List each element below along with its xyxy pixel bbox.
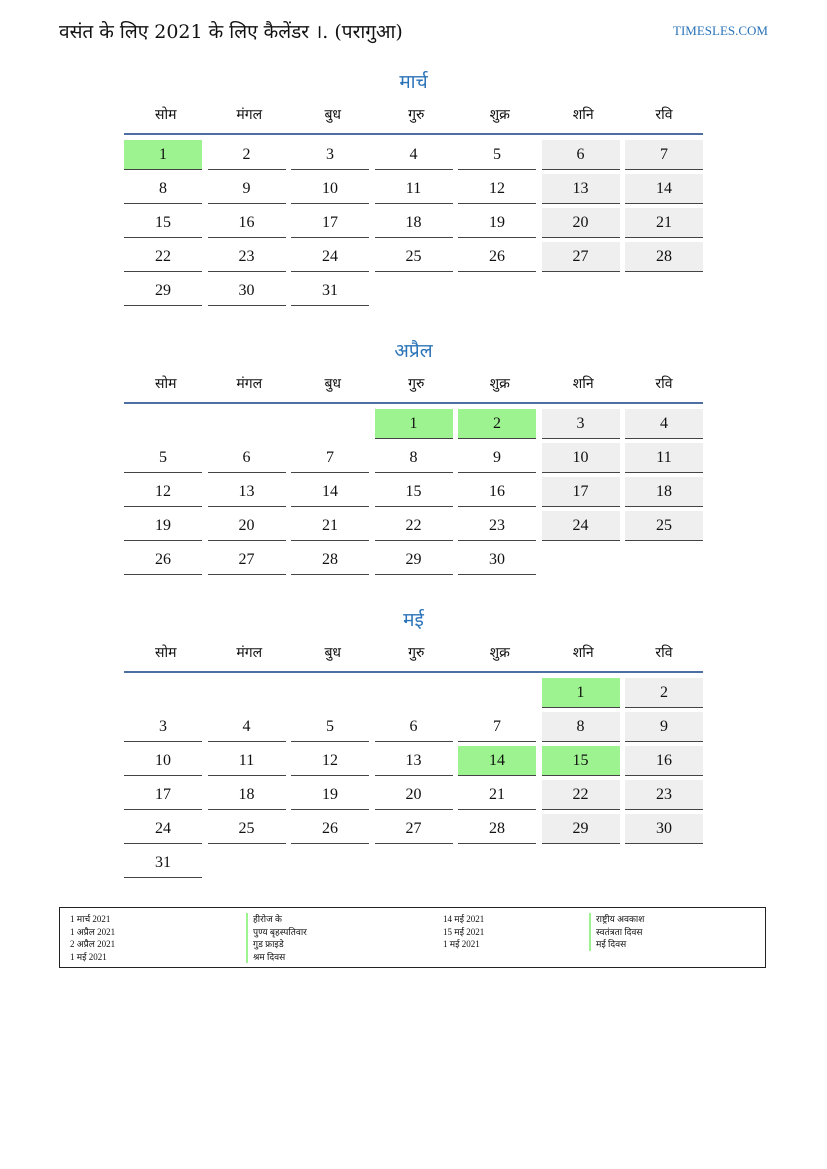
weekday-label: रवि (655, 107, 673, 123)
day-cell[interactable]: 15 (375, 477, 453, 507)
day-cell[interactable]: 11 (625, 443, 703, 473)
day-cell[interactable]: 24 (291, 242, 369, 272)
day-cell[interactable]: 17 (124, 780, 202, 810)
day-cell[interactable]: 20 (542, 208, 620, 238)
day-cell-empty (291, 678, 369, 708)
day-cell[interactable]: 31 (291, 276, 369, 306)
day-cell[interactable]: 28 (458, 814, 536, 844)
day-cell-empty (208, 409, 286, 439)
day-cell[interactable]: 3 (124, 712, 202, 742)
weekday-label: बुध (324, 645, 342, 661)
day-cell[interactable]: 20 (208, 511, 286, 541)
weekday-label: गुरु (408, 107, 425, 123)
day-cell[interactable]: 29 (124, 276, 202, 306)
month-section (124, 337, 703, 575)
day-cell[interactable]: 10 (542, 443, 620, 473)
legend-names-left (246, 913, 307, 963)
weekday-label: गुरु (408, 645, 425, 661)
day-cell[interactable]: 9 (625, 712, 703, 742)
legend-holiday-date: 1 अप्रैल 2021 (70, 926, 116, 937)
legend-holiday-name: राष्ट्रीय अवकाश (589, 913, 644, 926)
day-cell[interactable]: 9 (208, 174, 286, 204)
day-cell[interactable]: 4 (625, 409, 703, 439)
day-cell[interactable]: 27 (542, 242, 620, 272)
weekday-label: सोम (155, 645, 177, 661)
day-cell[interactable]: 22 (542, 780, 620, 810)
legend-holiday-date: 1 मई 2021 (443, 939, 480, 949)
day-cell[interactable]: 22 (124, 242, 202, 272)
day-cell[interactable]: 18 (375, 208, 453, 238)
day-cell[interactable]: 26 (291, 814, 369, 844)
site-link[interactable]: TIMESLES.COM (673, 23, 768, 38)
day-cell[interactable]: 15 (124, 208, 202, 238)
day-cell[interactable]: 2 (625, 678, 703, 708)
day-cell[interactable]: 6 (375, 712, 453, 742)
day-cell[interactable]: 14 (458, 746, 536, 776)
day-cell[interactable]: 13 (208, 477, 286, 507)
day-cell-empty (124, 409, 202, 439)
legend-holiday-name: पुण्य बृहस्पतिवार (246, 926, 307, 939)
day-cell[interactable]: 5 (458, 140, 536, 170)
day-cell[interactable]: 29 (542, 814, 620, 844)
day-cell[interactable]: 28 (291, 545, 369, 575)
legend-holiday-name: हीरोज के (246, 913, 307, 926)
weekday-header (124, 373, 703, 404)
day-cell[interactable]: 27 (375, 814, 453, 844)
day-cell[interactable]: 14 (625, 174, 703, 204)
day-cell[interactable]: 20 (375, 780, 453, 810)
day-cell-empty (208, 678, 286, 708)
weekday-label: शनि (572, 107, 594, 123)
day-cell[interactable]: 18 (625, 477, 703, 507)
day-cell[interactable]: 4 (375, 140, 453, 170)
day-cell[interactable]: 26 (458, 242, 536, 272)
day-cell-empty (458, 678, 536, 708)
day-cell[interactable]: 8 (542, 712, 620, 742)
legend-dates-left (70, 913, 115, 963)
day-cell[interactable]: 9 (458, 443, 536, 473)
day-grid (124, 678, 703, 878)
day-cell[interactable]: 19 (458, 208, 536, 238)
day-cell[interactable]: 1 (124, 140, 202, 170)
legend-dates-right (443, 913, 484, 951)
day-cell[interactable]: 10 (291, 174, 369, 204)
legend-holiday-date: 2 अप्रैल 2021 (70, 939, 116, 949)
day-cell[interactable]: 16 (625, 746, 703, 776)
month-section (124, 68, 703, 306)
legend-holiday-date: 15 मई 2021 (443, 926, 485, 937)
day-cell[interactable]: 29 (375, 545, 453, 575)
day-cell[interactable]: 6 (208, 443, 286, 473)
day-cell[interactable]: 30 (458, 545, 536, 575)
month-section (124, 606, 703, 878)
day-cell[interactable]: 2 (208, 140, 286, 170)
day-cell[interactable]: 30 (208, 276, 286, 306)
weekday-label: मंगल (236, 376, 263, 392)
weekday-label: शनि (572, 376, 594, 392)
day-cell[interactable]: 23 (208, 242, 286, 272)
day-cell[interactable]: 1 (542, 678, 620, 708)
month-title: अप्रैल (394, 340, 433, 362)
day-cell[interactable]: 19 (291, 780, 369, 810)
page-title: वसंत के लिए 2021 के लिए कैलेंडर ।. (परागुआ) (59, 21, 403, 43)
day-cell[interactable]: 5 (291, 712, 369, 742)
day-cell-empty (124, 678, 202, 708)
day-cell[interactable]: 17 (542, 477, 620, 507)
day-cell[interactable]: 13 (542, 174, 620, 204)
day-cell[interactable]: 22 (375, 511, 453, 541)
weekday-header (124, 642, 703, 673)
day-cell[interactable]: 21 (291, 511, 369, 541)
day-cell[interactable]: 26 (124, 545, 202, 575)
day-cell[interactable]: 11 (208, 746, 286, 776)
day-cell[interactable]: 8 (124, 174, 202, 204)
legend-holiday-date: 14 मई 2021 (443, 914, 485, 924)
day-cell[interactable]: 4 (208, 712, 286, 742)
weekday-label: शनि (572, 645, 594, 661)
legend-holiday-name: मई दिवस (589, 938, 644, 951)
month-title: मार्च (399, 71, 428, 93)
day-cell-empty (375, 678, 453, 708)
weekday-label: रवि (655, 376, 673, 392)
day-cell[interactable]: 16 (208, 208, 286, 238)
day-cell[interactable]: 5 (124, 443, 202, 473)
day-cell[interactable]: 27 (208, 545, 286, 575)
weekday-label: शुक्र (489, 645, 510, 661)
day-cell[interactable]: 25 (208, 814, 286, 844)
day-cell[interactable]: 2 (458, 409, 536, 439)
month-title: मई (403, 609, 424, 631)
day-grid (124, 140, 703, 306)
legend-holiday-name: गुड फ्राइडे (246, 938, 307, 951)
day-cell[interactable]: 21 (458, 780, 536, 810)
weekday-label: सोम (155, 107, 177, 123)
holiday-legend (59, 907, 766, 968)
weekday-label: गुरु (408, 376, 425, 392)
day-cell[interactable]: 11 (375, 174, 453, 204)
day-cell-empty (291, 409, 369, 439)
weekday-label: शुक्र (489, 107, 510, 123)
day-cell[interactable]: 23 (625, 780, 703, 810)
day-cell[interactable]: 13 (375, 746, 453, 776)
weekday-label: मंगल (236, 107, 263, 123)
legend-holiday-name: स्वतंत्रता दिवस (589, 926, 644, 939)
day-cell[interactable]: 8 (375, 443, 453, 473)
weekday-label: मंगल (236, 645, 263, 661)
weekday-label: बुध (324, 376, 342, 392)
day-cell[interactable]: 12 (458, 174, 536, 204)
legend-holiday-date: 1 मई 2021 (70, 951, 107, 962)
weekday-header (124, 104, 703, 135)
day-cell[interactable]: 16 (458, 477, 536, 507)
day-cell[interactable]: 24 (542, 511, 620, 541)
day-cell[interactable]: 12 (291, 746, 369, 776)
day-cell[interactable]: 15 (542, 746, 620, 776)
day-cell[interactable]: 23 (458, 511, 536, 541)
day-cell[interactable]: 19 (124, 511, 202, 541)
day-cell[interactable]: 24 (124, 814, 202, 844)
day-cell[interactable]: 31 (124, 848, 202, 878)
day-cell[interactable]: 3 (291, 140, 369, 170)
weekday-label: बुध (324, 107, 342, 123)
day-cell[interactable]: 7 (458, 712, 536, 742)
day-cell[interactable]: 21 (625, 208, 703, 238)
day-cell[interactable]: 1 (375, 409, 453, 439)
day-cell[interactable]: 30 (625, 814, 703, 844)
day-cell[interactable]: 7 (625, 140, 703, 170)
day-cell[interactable]: 3 (542, 409, 620, 439)
day-cell[interactable]: 12 (124, 477, 202, 507)
day-cell[interactable]: 6 (542, 140, 620, 170)
day-cell[interactable]: 25 (375, 242, 453, 272)
day-cell[interactable]: 28 (625, 242, 703, 272)
weekday-label: सोम (155, 376, 177, 392)
day-cell[interactable]: 17 (291, 208, 369, 238)
weekday-label: शुक्र (489, 376, 510, 392)
day-cell[interactable]: 14 (291, 477, 369, 507)
day-cell[interactable]: 25 (625, 511, 703, 541)
day-cell[interactable]: 7 (291, 443, 369, 473)
day-cell[interactable]: 10 (124, 746, 202, 776)
legend-holiday-date: 1 मार्च 2021 (70, 914, 111, 924)
legend-holiday-name: श्रम दिवस (246, 951, 307, 964)
legend-names-right (589, 913, 644, 951)
day-grid (124, 409, 703, 575)
day-cell[interactable]: 18 (208, 780, 286, 810)
weekday-label: रवि (655, 645, 673, 661)
